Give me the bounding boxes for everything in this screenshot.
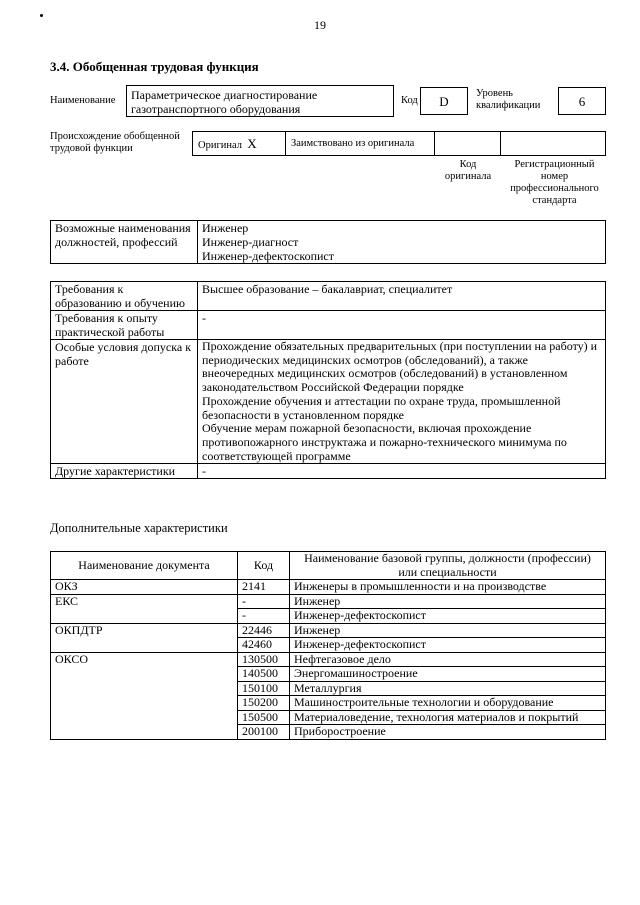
req-experience-value: -	[198, 311, 606, 340]
name-cell: Приборостроение	[290, 725, 606, 740]
code-cell: 140500	[238, 667, 290, 682]
level-label: Уровень квалификации	[476, 88, 541, 111]
req-other-value: -	[198, 464, 606, 479]
name-cell: Нефтегазовое дело	[290, 652, 606, 667]
additional-table	[50, 551, 606, 740]
name-label: Наименование	[50, 95, 116, 106]
req-experience-label: Требования к опыту практической работы	[51, 311, 198, 340]
doc-cell: ОКСО	[51, 652, 238, 739]
additional-title: Дополнительные характеристики	[50, 521, 228, 535]
section-heading: 3.4. Обобщенная трудовая функция	[50, 59, 259, 74]
name-cell: Инженеры в промышленности и на производстве	[290, 580, 606, 595]
positions-values	[198, 221, 606, 264]
origin-divider-1	[285, 131, 286, 156]
positions-label: Возможные наименования должностей, профессий	[51, 221, 198, 264]
code-cell: 2141	[238, 580, 290, 595]
code-value: D	[439, 94, 449, 109]
req-special-value: Прохождение обязательных предварительных (при поступлении на работу) и периодических медицинских осмотров (обследований), а также внеочередных медицинских осмотров (обследований) в установленном законодательством Российской Федерации порядке Прохождение обучения и аттестации по охране труда, промышленной безопасности в установленном порядке Обучение мерам пожарной безопасности, включая прохождение противопожарного инструктажа и пожарно-технического минимума по соответствующей программе	[198, 340, 606, 464]
position-item: Инженер-диагност	[202, 235, 299, 249]
position-item: Инженер-дефектоскопист	[202, 249, 334, 263]
code-cell: 130500	[238, 652, 290, 667]
origin-divider-3	[500, 131, 501, 156]
header-name: Наименование базовой группы, должности (профессии) или специальности	[290, 552, 606, 580]
req-other-label: Другие характеристики	[51, 464, 198, 479]
code-cell: -	[238, 609, 290, 624]
code-cell: 22446	[238, 623, 290, 638]
positions-table	[50, 220, 606, 264]
level-box	[558, 87, 606, 115]
reg-number-caption: Регистрационный номер профессионального стандарта	[510, 159, 599, 206]
name-cell: Инженер	[290, 594, 606, 609]
req-education-label: Требования к образованию и обучению	[51, 282, 198, 311]
table-row	[51, 623, 606, 638]
name-cell: Энергомашиностроение	[290, 667, 606, 682]
name-cell: Машиностроительные технологии и оборудование	[290, 696, 606, 711]
doc-cell: ОКЗ	[51, 580, 238, 595]
req-education-value: Высшее образование – бакалавриат, специалитет	[198, 282, 606, 311]
table-row	[51, 652, 606, 667]
code-cell: 150200	[238, 696, 290, 711]
doc-cell: ЕКС	[51, 594, 238, 623]
level-value: 6	[578, 94, 586, 109]
code-cell: -	[238, 594, 290, 609]
code-cell: 150100	[238, 681, 290, 696]
code-cell: 150500	[238, 710, 290, 725]
code-cell: 200100	[238, 725, 290, 740]
scan-mark	[40, 14, 43, 17]
name-cell: Инженер-дефектоскопист	[290, 609, 606, 624]
page-number: 19	[314, 18, 326, 32]
name-cell: Материаловедение, технология материалов и покрытий	[290, 710, 606, 725]
code-original-caption: Код оригинала	[444, 159, 492, 182]
origin-divider-2	[434, 131, 435, 156]
doc-cell: ОКПДТР	[51, 623, 238, 652]
table-row	[51, 580, 606, 595]
header-code: Код	[238, 552, 290, 580]
position-item: Инженер	[202, 221, 249, 235]
header-document: Наименование документа	[51, 552, 238, 580]
code-label: Код	[401, 95, 418, 106]
name-cell: Инженер-дефектоскопист	[290, 638, 606, 653]
borrowed-label: Заимствовано из оригинала	[291, 138, 415, 149]
original-label	[198, 138, 257, 152]
name-value: Параметрическое диагностирование газотранспортного оборудования	[131, 88, 318, 116]
name-cell: Инженер	[290, 623, 606, 638]
code-cell: 42460	[238, 638, 290, 653]
original-mark: X	[247, 136, 257, 151]
origin-label: Происхождение обобщенной трудовой функции	[50, 131, 180, 154]
req-special-label: Особые условия допуска к работе	[51, 340, 198, 464]
code-box	[420, 87, 468, 115]
original-label-text: Оригинал	[198, 140, 242, 151]
table-row	[51, 594, 606, 609]
name-cell: Металлургия	[290, 681, 606, 696]
name-value-box	[126, 85, 394, 117]
requirements-table	[50, 281, 606, 479]
